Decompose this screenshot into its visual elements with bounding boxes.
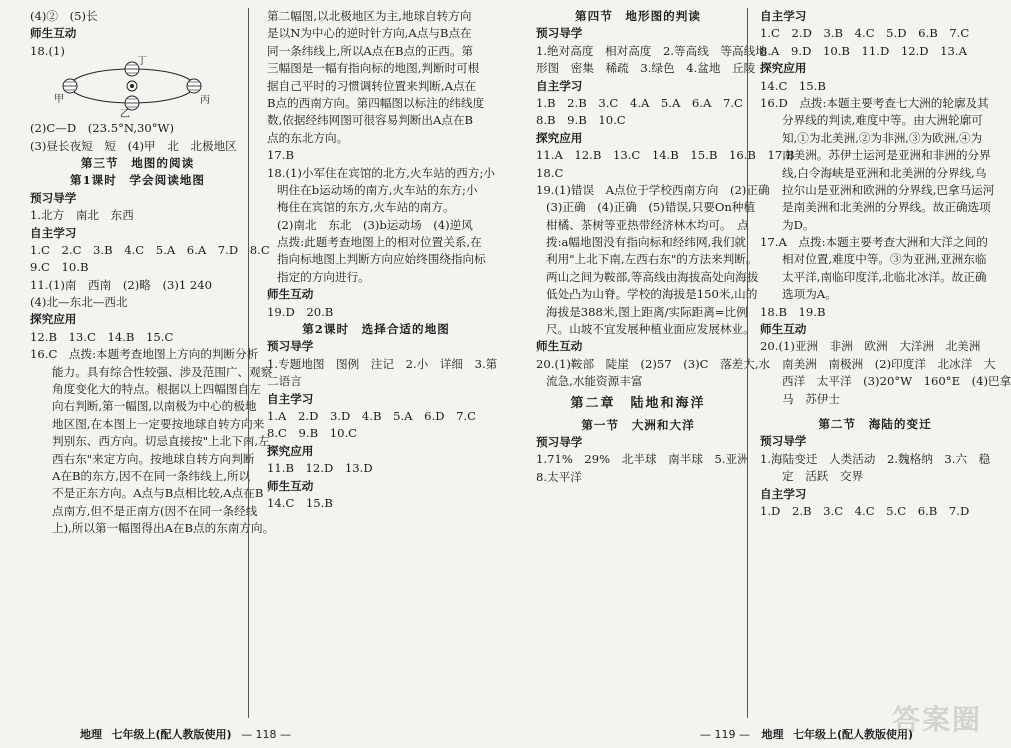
answer-line: 相对位置,难度中等。③为亚洲,亚洲东临 [782, 252, 987, 267]
answer-line: 柑橘、茶树等亚热带经济林木均可。 点 [546, 217, 749, 232]
section-heading: 自主学习 [760, 486, 807, 501]
answer-line: 9.C 10.B [30, 260, 89, 275]
right-column-2 [750, 0, 1011, 718]
lesson-title: 第二节 海陆的变迁 [818, 416, 932, 431]
section-heading: 自主学习 [30, 225, 77, 240]
answer-line: 1.A 2.D 3.D 4.B 5.A 6.D 7.C [267, 408, 477, 423]
answer-line: 19.D 20.B [267, 304, 334, 319]
diagram-label: 甲 [54, 94, 64, 106]
footer-subject: 地理 [761, 728, 784, 741]
lesson-title: 第四节 地形图的判读 [575, 9, 701, 23]
chapter-title: 第二章 陆地和海洋 [570, 395, 706, 411]
answer-line: 8.太平洋 [536, 469, 582, 484]
answer-line: 11.(1)南 西南 (2)略 (3)1 240 [30, 277, 213, 292]
answer-line: 18.B 19.B [760, 304, 826, 319]
sun-core [130, 84, 134, 88]
section-heading: 预习导学 [267, 339, 314, 354]
answer-line: 11.B 12.D 13.D [267, 461, 373, 476]
answer-line: 1.海陆变迁 人类活动 2.魏格纳 3.六 稳 [760, 451, 991, 466]
answer-line: 1.北方 南北 东西 [30, 208, 134, 223]
answer-line: 二语言 [267, 374, 302, 389]
footer-grade: 七年级上(配人教版使用) [793, 728, 914, 741]
answer-line: 知,①为北美洲,②为非洲,③为欧洲,④为 [782, 130, 983, 145]
section-heading: 探究应用 [267, 443, 314, 458]
section-heading: 预习导学 [760, 434, 807, 449]
answer-line: 点南方,但不是正南方(因不在同一条经线 [52, 503, 258, 518]
answer-line: 18.(1) [30, 43, 65, 58]
answer-line: 指向标地图上判断方向应始终围绕指向标 [277, 252, 486, 267]
diagram-container [30, 56, 245, 121]
answer-line: 角度变化大的特点。根据以上四幅图自左 [52, 382, 261, 397]
answer-line: 14.C 15.B [760, 78, 826, 93]
answer-line: 1.71% 29% 北半球 南半球 5.亚洲 [536, 452, 749, 467]
left-column-1 [0, 0, 275, 718]
watermark-logo: 答案圈 [891, 703, 982, 736]
answer-line: 不是正东方向。A点与B点相比较,A点在B [52, 486, 264, 501]
answer-line: 马 苏伊士 [782, 391, 840, 406]
section-heading: 师生互动 [267, 478, 314, 493]
lesson-title: 第1课时 学会阅读地图 [69, 173, 205, 188]
answer-line: 20.(1)鞍部 陡崖 (2)57 (3)C 落差大,水 [536, 356, 771, 371]
answer-line: 1.D 2.B 3.C 4.C 5.C 6.B 7.D [760, 503, 970, 518]
page-number: — 119 — [700, 728, 750, 741]
answer-line: 梅住在宾馆的东方,火车站的南方。 [277, 200, 455, 215]
section-heading: 师生互动 [760, 322, 807, 337]
diagram-label: 丙 [200, 95, 210, 107]
section-heading: 师生互动 [536, 339, 583, 354]
answer-line: 是南美洲和北美洲的分界线。故正确选项 [782, 200, 991, 215]
footer-grade: 七年级上(配人教版使用) [111, 728, 232, 741]
answer-line: 低处凸为山脊。学校的海拔是150米,山的 [546, 287, 758, 302]
answer-line: 16.C 点拨:本题考查地图上方向的判断分析 [30, 347, 259, 362]
answer-line: 1.C 2.D 3.B 4.C 5.D 6.B 7.C [760, 26, 970, 41]
section-heading: 师生互动 [30, 26, 77, 41]
answer-line: 17.A 点拨:本题主要考查大洲和大洋之间的 [760, 235, 988, 250]
answer-line: 南美洲。苏伊士运河是亚洲和非洲的分界 [782, 148, 991, 163]
diagram-label: 丁 [137, 56, 147, 68]
answer-line: 8.A 9.D 10.B 11.D 12.D 13.A [760, 43, 967, 58]
diagram-label: 乙 [120, 109, 130, 121]
answer-line: 据自己平时的习惯调转位置来判断,A点在 [267, 78, 477, 93]
answer-line: 14.C 15.B [267, 495, 333, 510]
answer-line: 数,依据经纬网图可很容易判断出A点在B [267, 113, 474, 128]
answer-line: (2)C—D (23.5°N,30°W) [30, 121, 174, 136]
answer-line: 1.绝对高度 相对高度 2.等高线 等高线地 [536, 43, 767, 58]
answer-line: 16.D 点拨:本题主要考查七大洲的轮廓及其 [760, 95, 989, 110]
lesson-title: 第2课时 选择合适的地图 [302, 322, 450, 337]
answer-line: 第二幅图,以北极地区为主,地球自转方向 [267, 9, 472, 23]
section-heading: 预习导学 [536, 26, 583, 41]
lesson-title: 第一节 大洲和大洋 [581, 417, 695, 432]
answer-line: 两山之间为鞍部,等高线由海拔高处向海拔 [546, 269, 759, 284]
section-heading: 自主学习 [267, 391, 314, 406]
page-number: — 118 — [241, 728, 292, 741]
answer-line: 是以N为中心的逆时针方向,A点与B点在 [267, 26, 472, 41]
answer-line: 形图 密集 稀疏 3.绿色 4.盆地 丘陵 [536, 61, 756, 76]
answer-line: 西右东"来定方向。按地球自转方向判断 [52, 451, 255, 466]
answer-line: 11.A 12.B 13.C 14.B 15.B 16.B 17.B [536, 148, 795, 163]
answer-line: A在B的东方,因不在同一条纬线上,所以 [52, 468, 251, 483]
answer-line: (3)昼长夜短 短 (4)甲 北 北极地区 [30, 138, 237, 153]
spacer [760, 408, 990, 416]
answer-line: 18.C [536, 165, 564, 180]
answer-line: 12.B 13.C 14.B 15.C [30, 329, 174, 344]
answer-line: 线,白令海峡是亚洲和北美洲的分界线,乌 [782, 165, 987, 180]
answer-line: 分界线的判读,难度中等。由大洲轮廓可 [782, 113, 983, 128]
answer-line: 三幅图是一幅有指向标的地图,判断时可根 [267, 61, 480, 76]
answer-line: 19.(1)错误 A点位于学校西南方向 (2)正确 [536, 182, 770, 197]
answer-line: 点拨:此题考查地图上的相对位置关系,在 [277, 235, 482, 250]
lesson-title: 第三节 地图的阅读 [80, 155, 195, 170]
answer-line: 海拔是388米,图上距离/实际距离=比例 [546, 304, 748, 319]
answer-line: 8.C 9.B 10.C [267, 426, 358, 441]
answer-line: 选项为A。 [782, 287, 837, 302]
answer-line: B点的西南方向。第四幅图以标注的纬线度 [267, 95, 485, 110]
answer-line: 流急,水能资源丰富 [546, 374, 643, 389]
answer-line: 8.B 9.B 10.C [536, 113, 626, 128]
right-page-footer [700, 726, 919, 742]
answer-line: 太平洋,南临印度洋,北临北冰洋。故正确 [782, 269, 987, 284]
answer-line: 20.(1)亚洲 非洲 欧洲 大洋洲 北美洲 [760, 339, 981, 354]
section-heading: 探究应用 [30, 312, 77, 327]
answer-line: 1.B 2.B 3.C 4.A 5.A 6.A 7.C [536, 95, 743, 110]
answer-line: 为D。 [782, 217, 815, 232]
answer-line: (2)南北 东北 (3)b运动场 (4)逆风 [277, 217, 473, 232]
answer-line: 能力。具有综合性较强、涉及范围广、观察 [52, 364, 273, 379]
answer-line: 1.C 2.C 3.B 4.C 5.A 6.A 7.D 8.C [30, 242, 270, 257]
left-page-footer [80, 726, 291, 742]
section-heading: 自主学习 [536, 78, 583, 93]
column-divider [248, 8, 249, 718]
answer-line: 17.B [267, 148, 294, 163]
answer-line: 1.专题地图 图例 注记 2.小 详细 3.第 [267, 356, 498, 371]
answer-line: 地区图,在本图上一定要按地球自转方向来 [52, 416, 265, 431]
answer-line: 定 活跃 交界 [782, 469, 864, 484]
answer-line: (4)② (5)长 [30, 9, 98, 23]
answer-line: 点的东北方向。 [267, 130, 349, 145]
answer-line: 指定的方向进行。 [277, 269, 370, 284]
answer-line: 上),所以第一幅图得出A在B点的东南方向。 [52, 521, 275, 536]
answer-line: 判别东、西方向。切忌直接按"上北下南,左 [52, 434, 270, 449]
answer-line: 利用"上北下南,左西右东"的方法来判断。 [546, 252, 758, 267]
section-heading: 预习导学 [30, 190, 77, 205]
section-heading: 师生互动 [267, 287, 314, 302]
answer-line: (4)北—东北—西北 [30, 295, 128, 310]
answer-line: 明住在b运动场的南方,火车站的东方;小 [277, 182, 478, 197]
column-divider [747, 8, 748, 718]
section-heading: 探究应用 [760, 61, 807, 76]
answer-line: 西洋 太平洋 (3)20°W 160°E (4)巴拿 [782, 374, 1011, 389]
left-column-2 [255, 0, 498, 718]
answer-line: 同一条纬线上,所以A点在B点的正西。第 [267, 43, 474, 58]
answer-line: 拉尔山是亚洲和欧洲的分界线,巴拿马运河 [782, 182, 995, 197]
answer-line: 向右判断,第一幅图,以南极为中心的极地 [52, 399, 257, 414]
orbit-diagram [52, 56, 212, 121]
section-heading: 预习导学 [536, 434, 583, 449]
answer-line: 18.(1)小军住在宾馆的北方,火车站的西方;小 [267, 165, 495, 180]
answer-line: (3)正确 (4)正确 (5)错误,只要On种植 [546, 200, 756, 215]
answer-line: 南美洲 南极洲 (2)印度洋 北冰洋 大 [782, 356, 996, 371]
section-heading: 探究应用 [536, 130, 583, 145]
answer-line: 拨:a幅地图没有指向标和经纬网,我们就 [546, 235, 747, 250]
footer-subject: 地理 [80, 728, 102, 741]
answer-line: 尺。山坡不宜发展种植业面应发展林业。 [546, 322, 755, 337]
section-heading: 自主学习 [760, 9, 807, 23]
